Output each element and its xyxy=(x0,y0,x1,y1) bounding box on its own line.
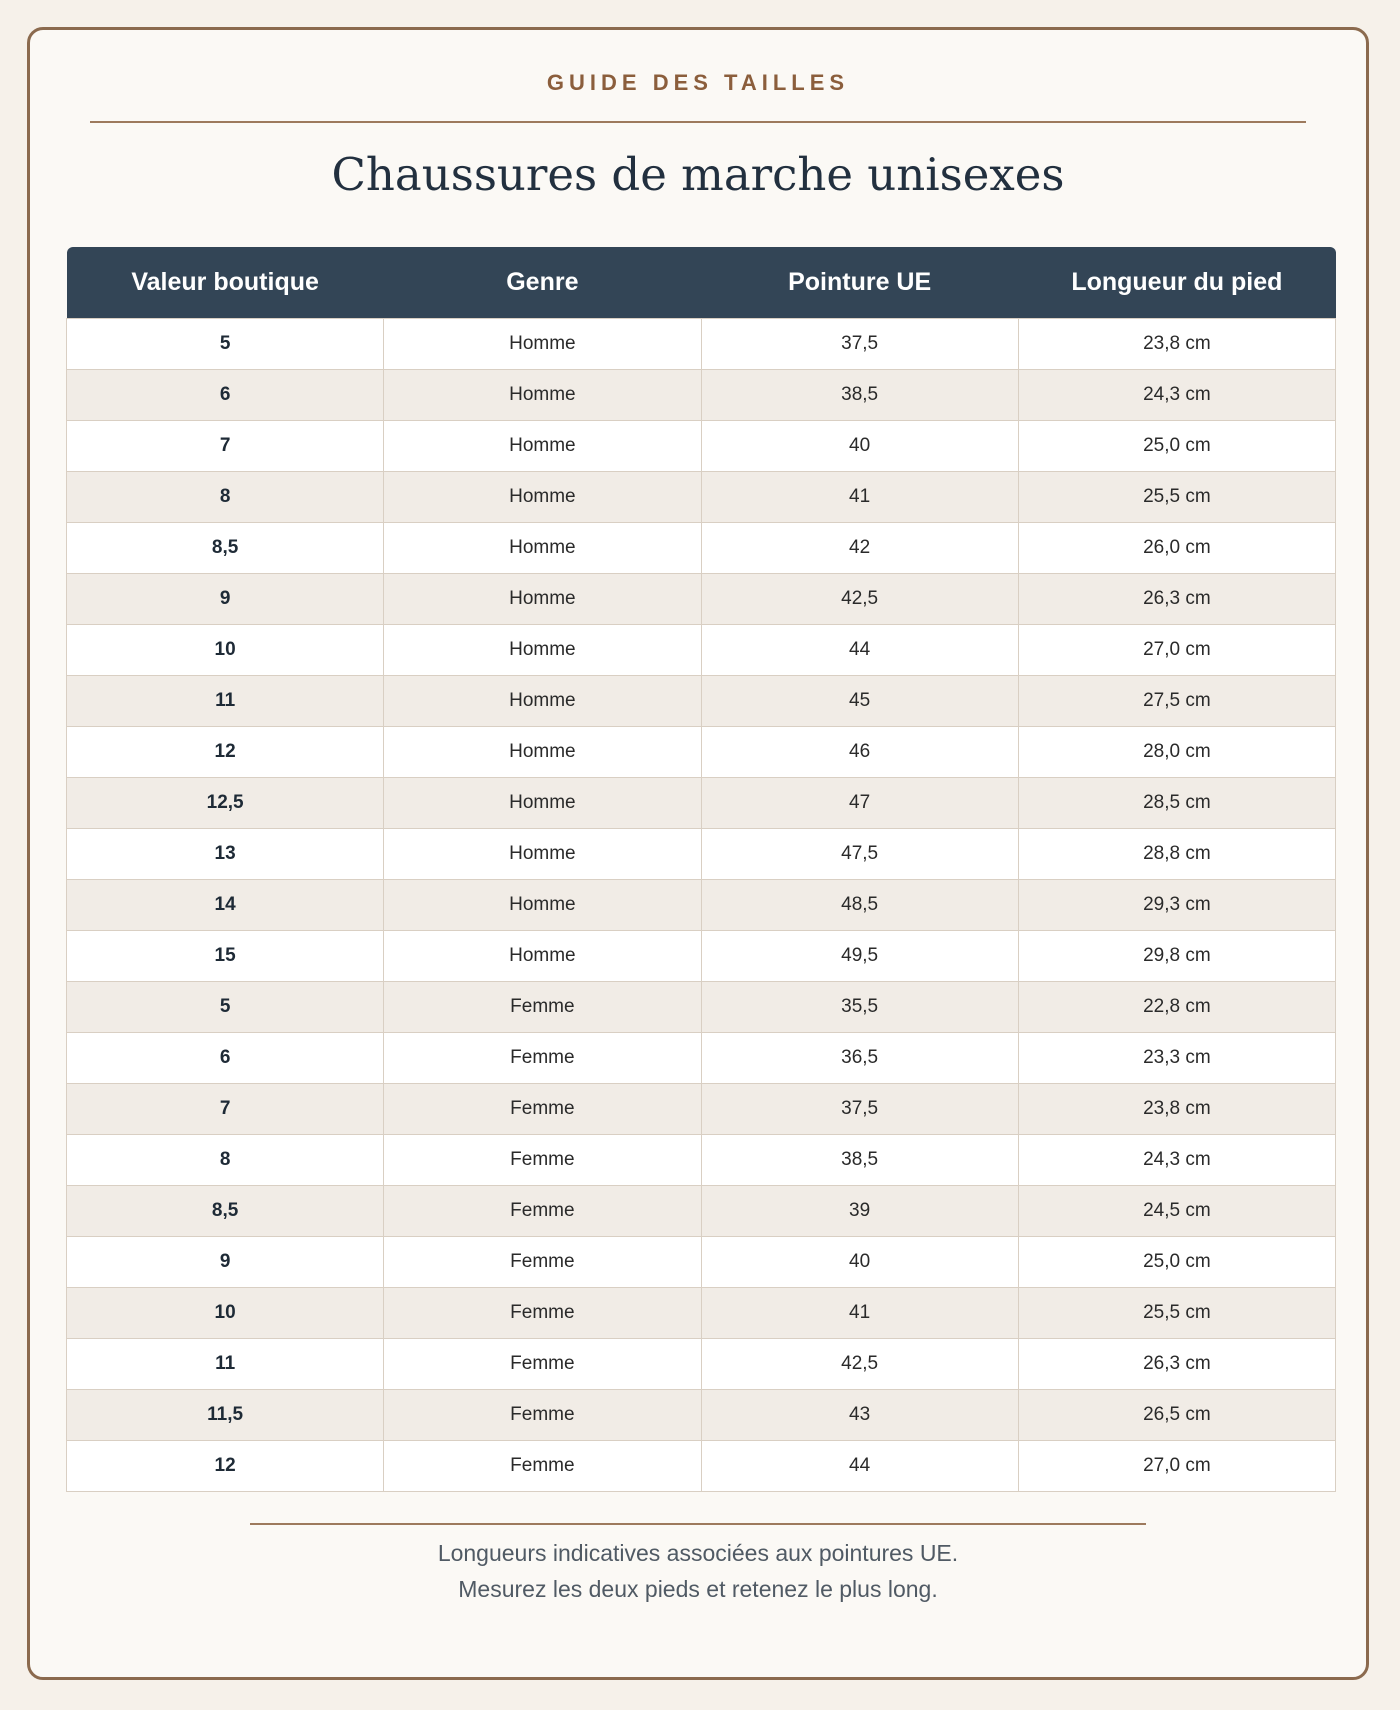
table-row xyxy=(67,1288,1336,1339)
table-row xyxy=(67,880,1336,931)
gender-cell: Homme xyxy=(384,829,701,880)
store-value-cell: 10 xyxy=(67,625,384,676)
table-row xyxy=(67,319,1336,370)
store-value-cell: 8,5 xyxy=(67,523,384,574)
gender-cell: Femme xyxy=(384,1339,701,1390)
table-row xyxy=(67,727,1336,778)
foot-length-cell: 29,3 cm xyxy=(1018,880,1335,931)
gender-cell: Femme xyxy=(384,1135,701,1186)
foot-length-cell: 26,3 cm xyxy=(1018,1339,1335,1390)
gender-cell: Femme xyxy=(384,1390,701,1441)
store-value-cell: 7 xyxy=(67,421,384,472)
gender-cell: Homme xyxy=(384,574,701,625)
foot-length-cell: 25,0 cm xyxy=(1018,421,1335,472)
foot-length-cell: 28,5 cm xyxy=(1018,778,1335,829)
store-value-cell: 10 xyxy=(67,1288,384,1339)
eu-size-cell: 48,5 xyxy=(701,880,1018,931)
eu-size-cell: 44 xyxy=(701,625,1018,676)
store-value-cell: 8 xyxy=(67,472,384,523)
foot-length-cell: 29,8 cm xyxy=(1018,931,1335,982)
gender-cell: Femme xyxy=(384,1084,701,1135)
eu-size-cell: 38,5 xyxy=(701,1135,1018,1186)
eu-size-cell: 47,5 xyxy=(701,829,1018,880)
foot-length-cell: 26,0 cm xyxy=(1018,523,1335,574)
table-row xyxy=(67,523,1336,574)
eu-size-cell: 37,5 xyxy=(701,1084,1018,1135)
store-value-cell: 6 xyxy=(67,1033,384,1084)
store-value-cell: 8 xyxy=(67,1135,384,1186)
table-row xyxy=(67,931,1336,982)
gender-cell: Homme xyxy=(384,472,701,523)
foot-length-cell: 28,0 cm xyxy=(1018,727,1335,778)
store-value-cell: 9 xyxy=(67,1237,384,1288)
gender-cell: Femme xyxy=(384,1237,701,1288)
foot-length-cell: 27,0 cm xyxy=(1018,1441,1335,1492)
gender-cell: Femme xyxy=(384,1033,701,1084)
gender-cell: Femme xyxy=(384,1186,701,1237)
gender-cell: Homme xyxy=(384,880,701,931)
foot-length-cell: 22,8 cm xyxy=(1018,982,1335,1033)
gender-cell: Homme xyxy=(384,778,701,829)
size-guide-card xyxy=(27,27,1369,1680)
eu-size-cell: 45 xyxy=(701,676,1018,727)
size-table xyxy=(66,247,1336,1492)
column-header-eu-size: Pointure UE xyxy=(701,247,1018,319)
foot-length-cell: 23,8 cm xyxy=(1018,1084,1335,1135)
gender-cell: Homme xyxy=(384,931,701,982)
eu-size-cell: 40 xyxy=(701,421,1018,472)
store-value-cell: 12,5 xyxy=(67,778,384,829)
eu-size-cell: 41 xyxy=(701,472,1018,523)
gender-cell: Homme xyxy=(384,523,701,574)
table-body xyxy=(67,319,1336,1492)
gender-cell: Homme xyxy=(384,370,701,421)
top-divider xyxy=(90,121,1306,123)
gender-cell: Homme xyxy=(384,421,701,472)
table-row xyxy=(67,1135,1336,1186)
gender-cell: Femme xyxy=(384,1288,701,1339)
store-value-cell: 5 xyxy=(67,982,384,1033)
footnote-line-1: Longueurs indicatives associées aux pointures UE. xyxy=(437,1540,959,1566)
eu-size-cell: 39 xyxy=(701,1186,1018,1237)
table-row xyxy=(67,370,1336,421)
store-value-cell: 6 xyxy=(67,370,384,421)
foot-length-cell: 24,3 cm xyxy=(1018,370,1335,421)
table-row xyxy=(67,574,1336,625)
eu-size-cell: 36,5 xyxy=(701,1033,1018,1084)
eyebrow-label: GUIDE DES TAILLES xyxy=(546,70,850,95)
foot-length-cell: 27,5 cm xyxy=(1018,676,1335,727)
store-value-cell: 9 xyxy=(67,574,384,625)
table-row xyxy=(67,1186,1336,1237)
eu-size-cell: 43 xyxy=(701,1390,1018,1441)
gender-cell: Homme xyxy=(384,319,701,370)
eu-size-cell: 41 xyxy=(701,1288,1018,1339)
table-row xyxy=(67,421,1336,472)
foot-length-cell: 24,5 cm xyxy=(1018,1186,1335,1237)
eu-size-cell: 35,5 xyxy=(701,982,1018,1033)
gender-cell: Femme xyxy=(384,982,701,1033)
table-row xyxy=(67,1339,1336,1390)
foot-length-cell: 25,5 cm xyxy=(1018,472,1335,523)
foot-length-cell: 23,3 cm xyxy=(1018,1033,1335,1084)
foot-length-cell: 25,5 cm xyxy=(1018,1288,1335,1339)
table-row xyxy=(67,1441,1336,1492)
store-value-cell: 7 xyxy=(67,1084,384,1135)
store-value-cell: 12 xyxy=(67,1441,384,1492)
table-row xyxy=(67,982,1336,1033)
store-value-cell: 15 xyxy=(67,931,384,982)
eu-size-cell: 37,5 xyxy=(701,319,1018,370)
store-value-cell: 11 xyxy=(67,1339,384,1390)
table-row xyxy=(67,676,1336,727)
foot-length-cell: 25,0 cm xyxy=(1018,1237,1335,1288)
store-value-cell: 5 xyxy=(67,319,384,370)
eu-size-cell: 42,5 xyxy=(701,1339,1018,1390)
eu-size-cell: 38,5 xyxy=(701,370,1018,421)
foot-length-cell: 23,8 cm xyxy=(1018,319,1335,370)
table-row xyxy=(67,1033,1336,1084)
table-row xyxy=(67,625,1336,676)
foot-length-cell: 28,8 cm xyxy=(1018,829,1335,880)
eu-size-cell: 46 xyxy=(701,727,1018,778)
table-row xyxy=(67,778,1336,829)
gender-cell: Homme xyxy=(384,625,701,676)
eu-size-cell: 44 xyxy=(701,1441,1018,1492)
table-header-row xyxy=(67,247,1336,319)
table-row xyxy=(67,1237,1336,1288)
store-value-cell: 12 xyxy=(67,727,384,778)
store-value-cell: 11,5 xyxy=(67,1390,384,1441)
table-row xyxy=(67,472,1336,523)
gender-cell: Homme xyxy=(384,676,701,727)
page-title: Chaussures de marche unisexes xyxy=(331,148,1065,201)
foot-length-cell: 26,3 cm xyxy=(1018,574,1335,625)
eu-size-cell: 49,5 xyxy=(701,931,1018,982)
footnote-line-2: Mesurez les deux pieds et retenez le plus long. xyxy=(458,1576,938,1602)
foot-length-cell: 27,0 cm xyxy=(1018,625,1335,676)
gender-cell: Homme xyxy=(384,727,701,778)
table-row xyxy=(67,1084,1336,1135)
column-header-gender: Genre xyxy=(384,247,701,319)
table-row xyxy=(67,1390,1336,1441)
store-value-cell: 11 xyxy=(67,676,384,727)
eu-size-cell: 42 xyxy=(701,523,1018,574)
column-header-foot-length: Longueur du pied xyxy=(1018,247,1335,319)
eu-size-cell: 47 xyxy=(701,778,1018,829)
table-row xyxy=(67,829,1336,880)
eu-size-cell: 40 xyxy=(701,1237,1018,1288)
bottom-divider xyxy=(250,1523,1146,1525)
column-header-store-value: Valeur boutique xyxy=(67,247,384,319)
store-value-cell: 14 xyxy=(67,880,384,931)
eu-size-cell: 42,5 xyxy=(701,574,1018,625)
foot-length-cell: 26,5 cm xyxy=(1018,1390,1335,1441)
store-value-cell: 8,5 xyxy=(67,1186,384,1237)
store-value-cell: 13 xyxy=(67,829,384,880)
gender-cell: Femme xyxy=(384,1441,701,1492)
foot-length-cell: 24,3 cm xyxy=(1018,1135,1335,1186)
